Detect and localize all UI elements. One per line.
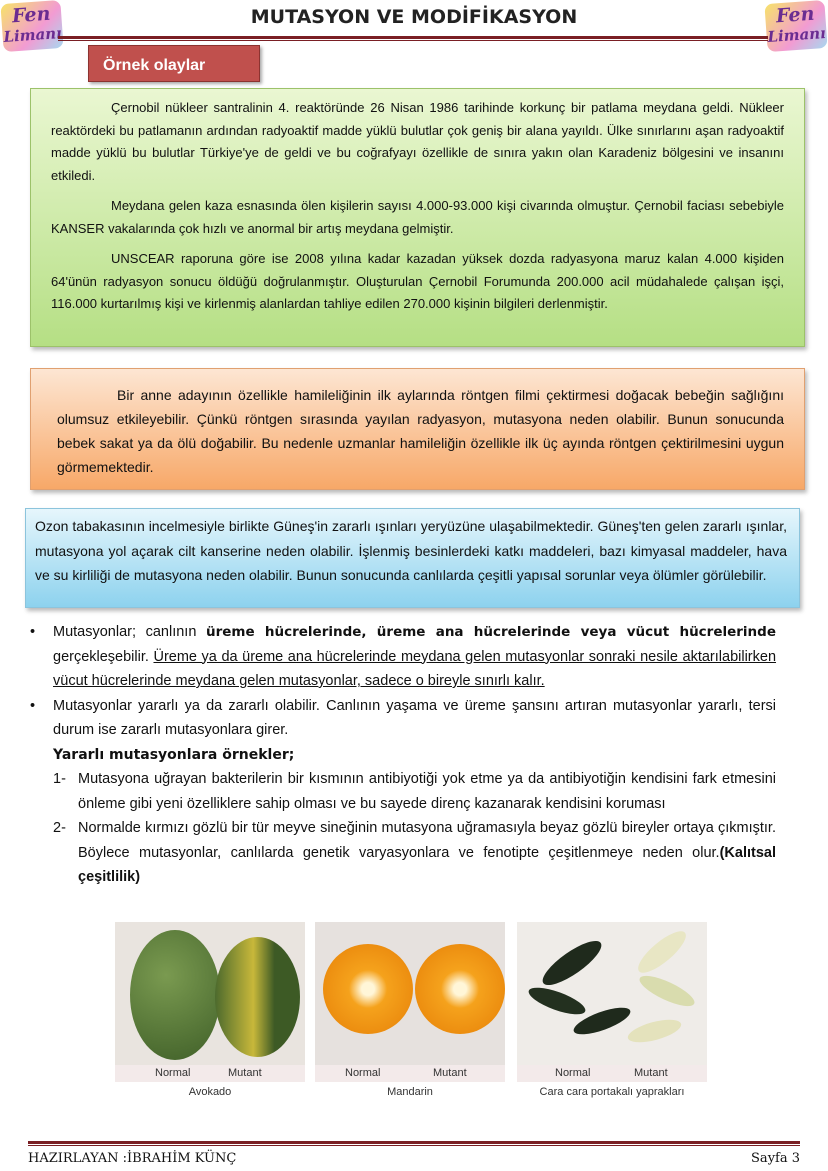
logo-text: Fen [775, 2, 816, 28]
logo-text: Limanı [766, 23, 827, 46]
text: Mutasyonlar; canlının [53, 624, 206, 640]
avocado-image [115, 922, 305, 1082]
label-normal: Normal [345, 1067, 381, 1079]
page-title: MUTASYON VE MODİFİKASYON [250, 6, 578, 28]
text: Mutasyona uğrayan bakterilerin bir kısmının antibiyotiği yok etme ya da antibiyotiğin kendisini fark etmesini önleme gibi yeni özelliklere sahip olması ve bu sayede direnç kazanarak kendisini koruması [78, 771, 776, 812]
bullet-item: • Mutasyonlar yararlı ya da zararlı olabilir. Canlının yaşama ve üreme şansını artıran mutasyonlar yararlı, tersi durum ise zararlı mutasyonlara girer. [28, 694, 776, 743]
mandarin-image [315, 922, 505, 1082]
author: HAZIRLAYAN :İBRAHİM KÜNÇ [28, 1151, 237, 1166]
paragraph: Çernobil nükleer santralinin 4. reaktöründe 26 Nisan 1986 tarihinde korkunç bir patlama meydana geldi. Nükleer reaktördeki bu patlamanın ardından radyoaktif madde yüklü bulutlar çok geniş bir alana yayıldı. Ülke sınırlarını aşan radyoaktif madde yüklü bu bulutlar Türkiye'ye de geldi ve bu coğrafyayı özellikle de sınıra yakın olan Karadeniz bölgesini ve insanını etkiledi. [51, 100, 784, 183]
item-number: 1- [53, 771, 66, 787]
label-mutant: Mutant [634, 1067, 668, 1079]
figure-caption: Mandarin [387, 1086, 433, 1098]
bullet-item [28, 620, 776, 694]
logo-text: Limanı [2, 23, 63, 46]
section-ribbon: Örnek olaylar [88, 45, 260, 82]
ozone-box [25, 508, 800, 608]
figure-caption: Avokado [188, 1086, 232, 1098]
xray-box [30, 368, 805, 490]
bullet-list [28, 620, 776, 890]
paragraph: Meydana gelen kaza esnasında ölen kişilerin sayısı 4.000-93.000 kişi civarında olmuştur. Çernobil faciası sebebiyle KANSER vakalarında çok hızlı ve anormal bir artış meydana gelmiştir. [51, 198, 784, 236]
paragraph: Bir anne adayının özellikle hamileliğinin ilk aylarında röntgen filmi çektirmesi doğacak bebeğin sağlığını olumsuz etkileyebilir. Çünkü röntgen sırasında yayılan radyasyon, mutasyona neden olabilir. Bunun sonucunda bebek sakat ya da ölü doğabilir. Bu nedenle uzmanlar hamileliğin özellikle ilk üç ayında röntgen çektirilmesini uygun görmemektedir. [57, 387, 784, 475]
text: gerçekleşebilir. [53, 648, 154, 665]
bold-text: üreme hücrelerinde, üreme ana hücrelerinde veya vücut hücrelerinde [205, 624, 776, 640]
numbered-item [28, 767, 776, 816]
label-mutant: Mutant [228, 1067, 262, 1079]
logo-text: Fen [11, 2, 52, 28]
header-divider [58, 36, 768, 41]
figure-caption: Cara cara portakalı yaprakları [539, 1086, 685, 1098]
paragraph: UNSCEAR raporuna göre ise 2008 yılına kadar kazadan yüksek dozda radyasyona maruz kalan 4.000 kişiden 64'ünün radyasyon sonucu öldüğü doğrulanmıştır. Oluşturulan Çernobil Forumunda 200.000 acil müdahalede çalışan işçi, 116.000 kurtarılmış kişi ve kirlenmiş alanlardan tahliye edilen 270.000 kişinin bilgileri derlenmiştir. [51, 251, 784, 311]
chernobyl-box [30, 88, 805, 347]
label-normal: Normal [155, 1067, 191, 1079]
numbered-item [28, 816, 776, 890]
subheading: Yararlı mutasyonlara örnekler; [53, 746, 295, 763]
paragraph: Ozon tabakasının incelmesiyle birlikte Güneş'in zararlı ışınları yeryüzüne ulaşabilmektedir. Güneş'ten gelen zararlı ışınlar, mutasyona yol açarak cilt kanserine neden olabilir. İşlenmiş besinlerdeki katkı maddeleri, bazı kimyasal maddeler, hava ve su kirliliği de mutasyona neden olabilir. Bunun sonucunda canlılarda çeşitli yapısal sorunlar veya ölümler görülebilir. [35, 518, 787, 583]
text: Normalde kırmızı gözlü bir tür meyve sineğinin mutasyona uğramasıyla beyaz gözlü bireyler ortaya çıkmıştır. Böylece mutasyonlar, canlılarda genetik varyasyonlara ve fenotipte çeşitlenmeye neden olur. [78, 820, 776, 861]
footer-divider [28, 1141, 800, 1146]
item-number: 2- [53, 820, 66, 836]
bold-text: (Kalıtsal çeşitlilik) [78, 844, 776, 885]
page-number: Sayfa 3 [751, 1151, 800, 1166]
cara-cara-leaves-image [517, 922, 707, 1082]
underlined-text: Üreme ya da üreme ana hücrelerinde meydana gelen mutasyonlar sonraki nesile aktarılabilirken vücut hücrelerinde meydana gelen mutasyonlar, sadece o bireyle sınırlı kalır. [53, 648, 777, 689]
label-mutant: Mutant [433, 1067, 467, 1079]
label-normal: Normal [555, 1067, 591, 1079]
